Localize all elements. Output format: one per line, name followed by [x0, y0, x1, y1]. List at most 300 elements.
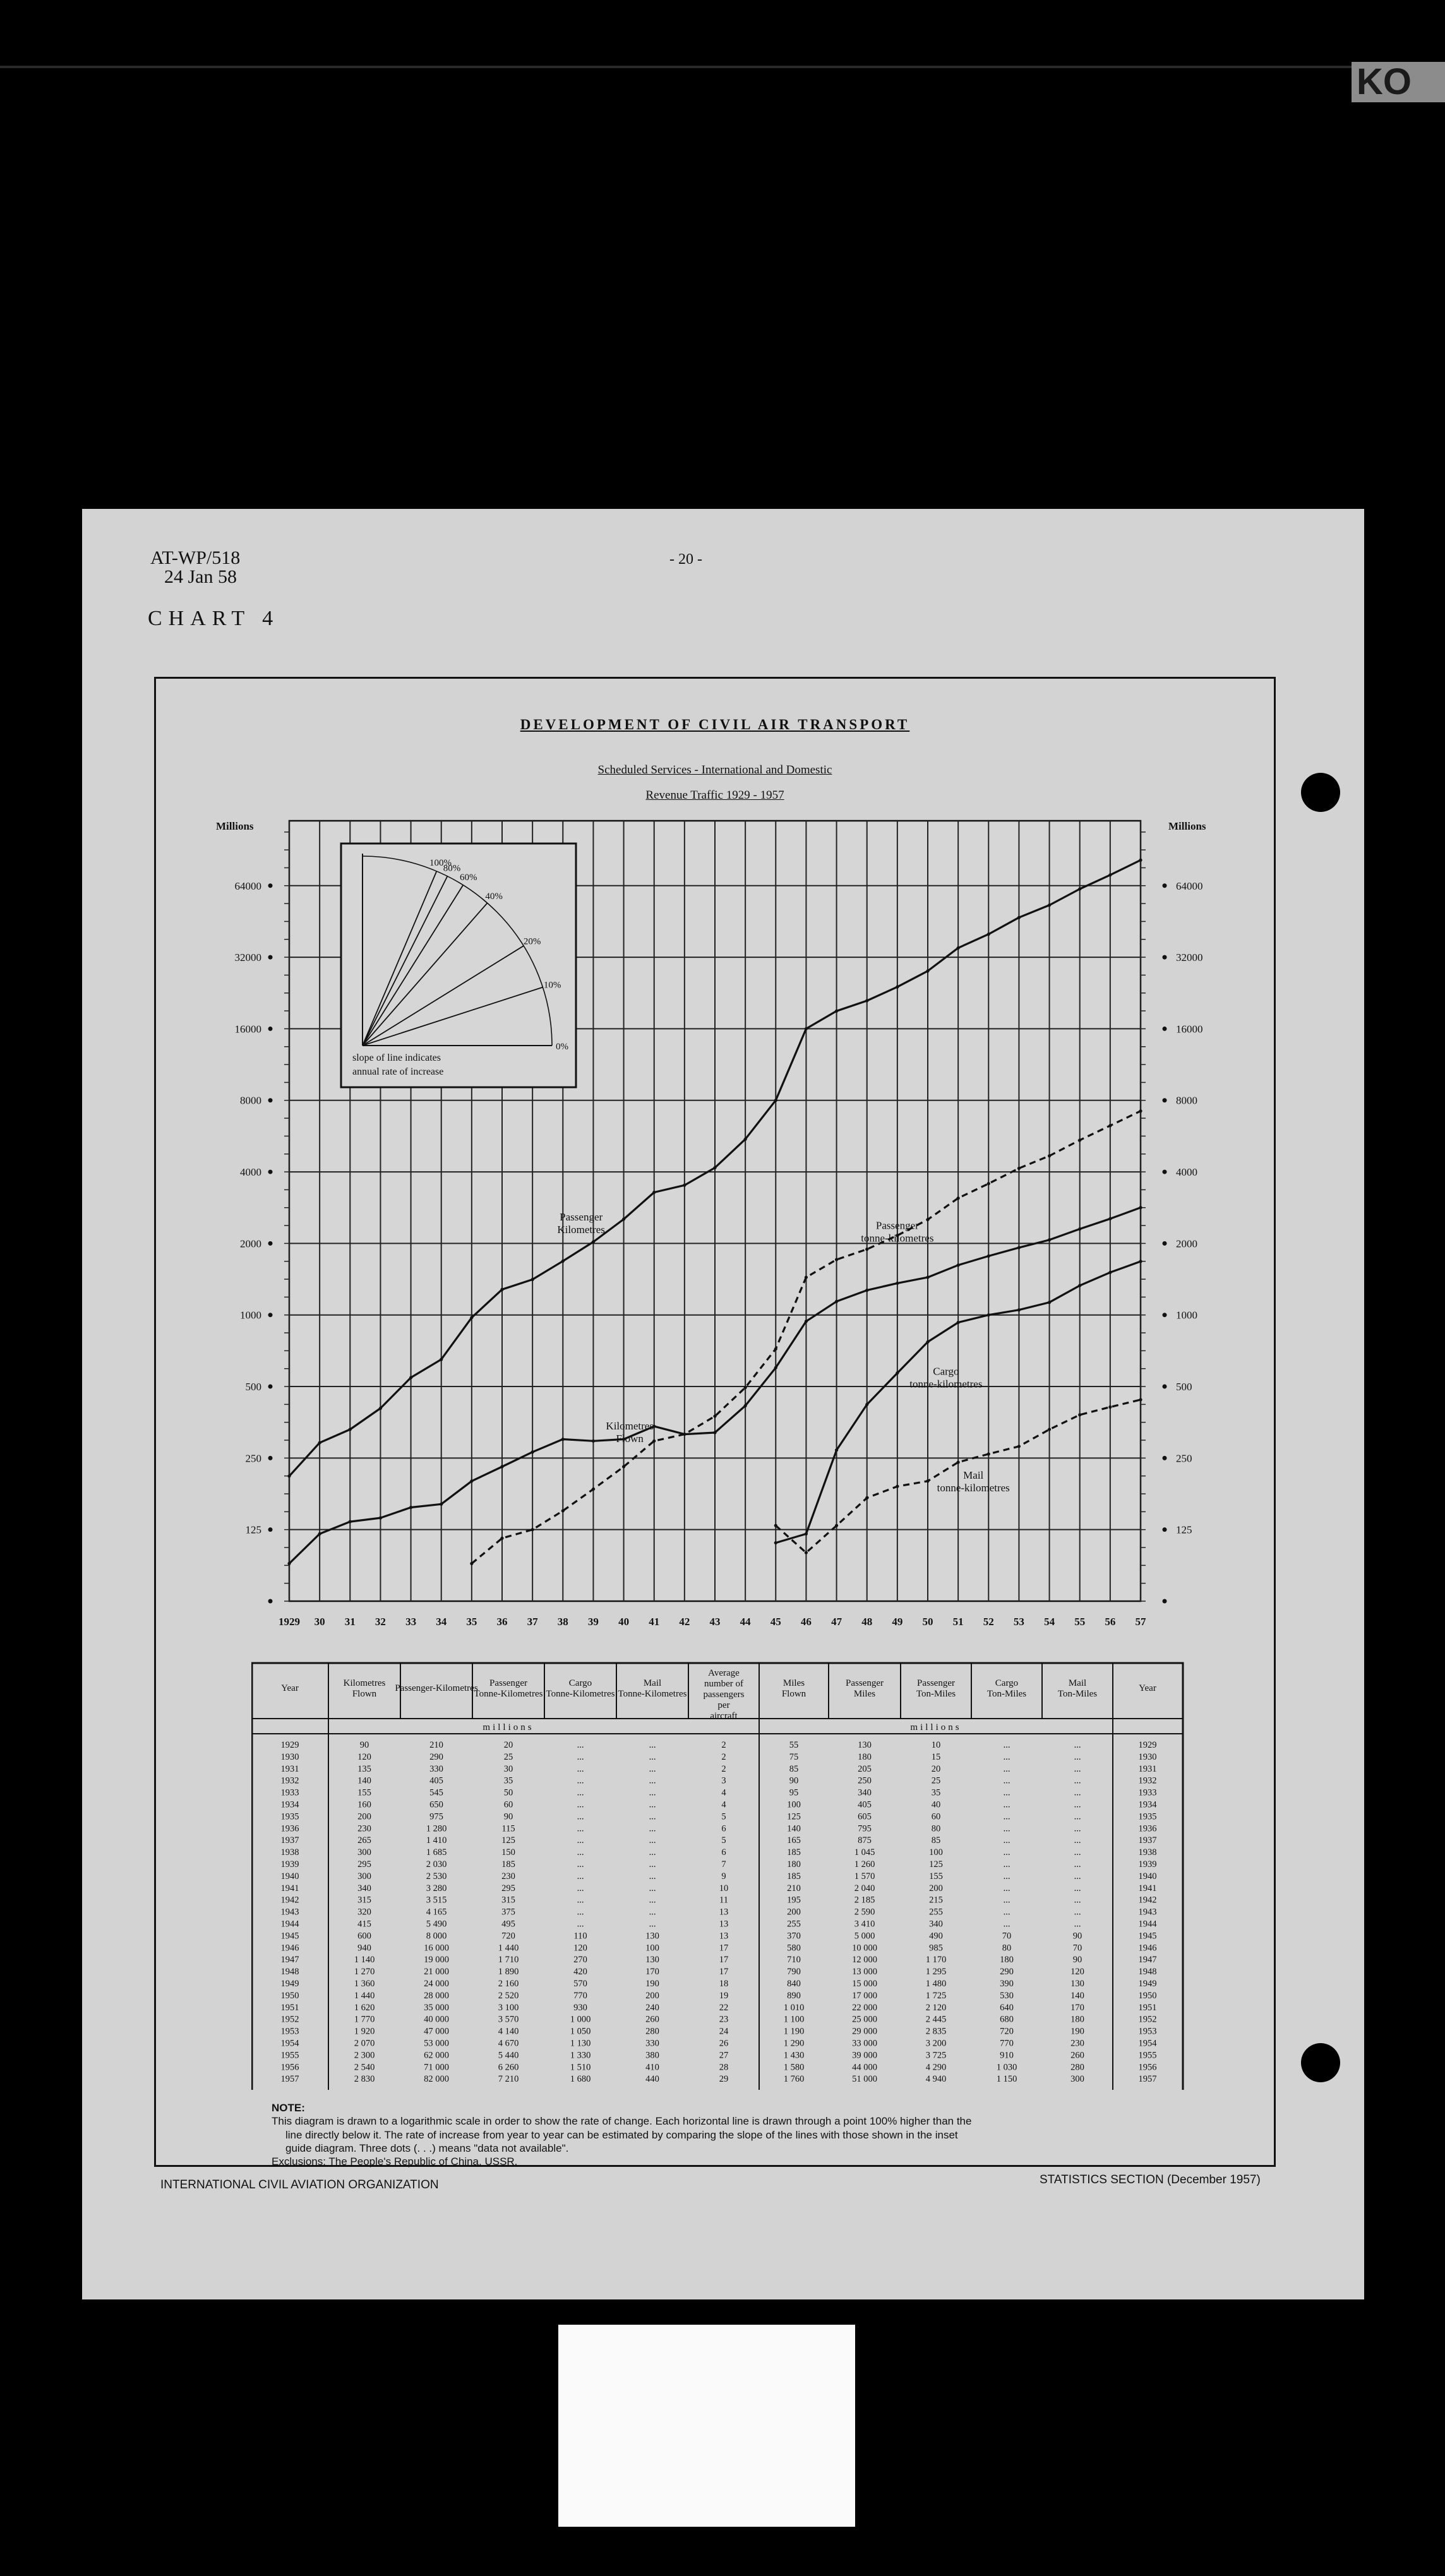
table-cell: 2: [721, 1740, 726, 1750]
table-cell: 3 725: [925, 2050, 947, 2061]
series-point-0: [744, 1138, 747, 1141]
x-tick-label: 41: [649, 1616, 660, 1628]
table-cell: 185: [501, 1859, 515, 1869]
table-cell: 170: [1070, 2002, 1084, 2013]
table-cell: ...: [1003, 1883, 1010, 1893]
table-cell: 1 190: [783, 2026, 805, 2037]
table-cell: 295: [357, 1859, 371, 1869]
note-line-1: This diagram is drawn to a logarithmic scale in order to show the rate of change. Each horizontal line is drawn through a point 100% higher than the: [272, 2115, 972, 2128]
table-cell: 260: [645, 2014, 659, 2025]
series-point-4: [1048, 1428, 1051, 1431]
series-point-4: [1017, 1445, 1021, 1448]
x-tick-label: 30: [314, 1616, 325, 1628]
series-point-3: [805, 1532, 808, 1535]
table-cell: 130: [645, 1931, 659, 1941]
table-cell: ...: [577, 1907, 584, 1917]
x-tick-label: 44: [740, 1616, 751, 1628]
table-cell: 300: [1070, 2074, 1084, 2085]
series-point-0: [500, 1288, 503, 1291]
table-cell: 135: [357, 1763, 371, 1774]
table-cell: ...: [649, 1895, 656, 1905]
series-point-2: [318, 1532, 321, 1535]
table-cell: 1938: [1138, 1847, 1157, 1858]
table-cell: ...: [577, 1895, 584, 1905]
series-point-2: [531, 1450, 534, 1453]
table-cell: 255: [929, 1907, 943, 1917]
series-point-0: [592, 1240, 595, 1243]
table-cell: 1 570: [854, 1871, 875, 1881]
table-cell: 24: [719, 2026, 729, 2037]
y-tick-dot-right: [1163, 883, 1167, 888]
y-tick-dot-right: [1163, 1170, 1167, 1174]
table-cell: 210: [787, 1883, 801, 1893]
y-tick-label-right: 125: [1176, 1524, 1192, 1536]
table-header-cell: Year: [281, 1683, 299, 1693]
table-unit-right: millions: [910, 1722, 962, 1732]
table-cell: 5 440: [498, 2050, 519, 2061]
series-point-0: [1017, 916, 1021, 919]
table-cell: 140: [357, 1775, 371, 1786]
x-tick-label: 35: [466, 1616, 477, 1628]
series-point-3: [1108, 1271, 1112, 1274]
table-cell: 1931: [1138, 1763, 1157, 1774]
table-cell: 30: [503, 1763, 513, 1774]
x-tick-label: 43: [709, 1616, 721, 1628]
series-point-0: [622, 1217, 625, 1220]
table-cell: 7: [721, 1859, 726, 1869]
table-cell: 200: [645, 1990, 659, 2001]
series-point-1: [835, 1258, 838, 1261]
table-header-cell: Cargo Tonne-Kilometres: [546, 1678, 615, 1699]
table-header-cell: Miles Flown: [781, 1678, 806, 1699]
table-cell: ...: [649, 1919, 656, 1929]
series-point-0: [713, 1166, 716, 1169]
series-point-4: [774, 1524, 777, 1527]
table-cell: ...: [1003, 1775, 1010, 1786]
table-cell: 1 510: [570, 2062, 591, 2073]
table-cell: 2 835: [925, 2026, 947, 2037]
y-tick-label-right: 32000: [1176, 951, 1203, 964]
table-cell: 890: [787, 1990, 801, 2001]
inset-rate-label: 100%: [429, 858, 452, 869]
table-cell: ...: [649, 1751, 656, 1762]
series-point-2: [1017, 1246, 1021, 1249]
table-cell: ...: [1003, 1895, 1010, 1905]
table-cell: 180: [1070, 2014, 1084, 2025]
table-cell: 1951: [1138, 2002, 1157, 2013]
series-point-1: [1108, 1124, 1112, 1127]
table-cell: 180: [1000, 1955, 1014, 1965]
table-cell: 155: [929, 1871, 943, 1881]
table-cell: ...: [577, 1823, 584, 1834]
footer-statistics-section: STATISTICS SECTION (December 1957): [1040, 2173, 1261, 2186]
table-cell: ...: [577, 1835, 584, 1846]
series-point-2: [774, 1366, 777, 1369]
series-point-1: [470, 1562, 473, 1565]
series-point-2: [349, 1520, 352, 1523]
y-tick-label-left: 2000: [240, 1237, 261, 1250]
table-cell: ...: [577, 1799, 584, 1810]
table-cell: 1943: [1138, 1907, 1157, 1917]
series-point-1: [531, 1528, 534, 1531]
table-cell: ...: [1074, 1919, 1081, 1929]
table-cell: 130: [858, 1740, 872, 1750]
table-cell: ...: [1003, 1847, 1010, 1858]
table-cell: 120: [573, 1943, 587, 1953]
y-tick-dot-left: [268, 1385, 273, 1389]
table-cell: ...: [1003, 1859, 1010, 1869]
y-tick-dot-left: [268, 883, 273, 888]
series-point-0: [1048, 903, 1051, 907]
table-cell: 160: [357, 1799, 371, 1810]
table-cell: 40: [931, 1799, 941, 1810]
table-cell: 60: [931, 1811, 941, 1822]
y-tick-dot-right: [1163, 955, 1167, 960]
series-point-1: [744, 1386, 747, 1389]
table-cell: 1944: [1138, 1919, 1157, 1929]
series-label-4: Mail tonne-kilometres: [937, 1469, 1010, 1494]
series-point-0: [287, 1474, 291, 1477]
series-point-4: [1108, 1405, 1112, 1409]
table-cell: ...: [1074, 1835, 1081, 1846]
table-cell: 1945: [280, 1931, 299, 1941]
table-cell: 90: [789, 1775, 799, 1786]
series-point-0: [926, 969, 929, 972]
table-cell: 1942: [1138, 1895, 1157, 1905]
series-point-0: [440, 1358, 443, 1361]
table-cell: 770: [1000, 2038, 1014, 2049]
table-cell: 1942: [280, 1895, 299, 1905]
table-cell: 1935: [1138, 1811, 1157, 1822]
table-cell: 9: [721, 1871, 726, 1881]
table-cell: 2 530: [426, 1871, 447, 1881]
chart-subtitle: Scheduled Services - International and Domestic: [597, 763, 832, 777]
series-point-1: [652, 1440, 656, 1443]
table-cell: 110: [573, 1931, 587, 1941]
series-label-3: Cargo tonne-kilometres: [909, 1365, 983, 1390]
table-cell: 315: [357, 1895, 371, 1905]
table-header-cell: Passenger Miles: [846, 1678, 884, 1699]
table-cell: 570: [573, 1979, 587, 1989]
table-cell: 380: [645, 2050, 659, 2061]
table-cell: 840: [787, 1979, 801, 1989]
y-tick-dot-right: [1163, 1385, 1167, 1389]
table-cell: 17: [719, 1967, 729, 1977]
table-cell: 6: [721, 1847, 726, 1858]
series-point-4: [1078, 1413, 1081, 1416]
table-cell: 4 940: [925, 2074, 947, 2085]
table-cell: 71 000: [424, 2062, 449, 2073]
table-cell: 2 030: [426, 1859, 447, 1869]
series-point-4: [805, 1551, 808, 1554]
table-cell: 17: [719, 1955, 729, 1965]
table-cell: 405: [858, 1799, 872, 1810]
y-tick-label-right: 64000: [1176, 880, 1203, 892]
table-cell: 1948: [280, 1967, 299, 1977]
y-tick-label-right: 500: [1176, 1381, 1192, 1393]
x-tick-label: 37: [527, 1616, 538, 1628]
table-cell: 1950: [1138, 1990, 1157, 2001]
table-cell: 24 000: [424, 1979, 449, 1989]
table-cell: 25 000: [852, 2014, 877, 2025]
table-cell: 1 140: [354, 1955, 375, 1965]
table-cell: 240: [645, 2002, 659, 2013]
table-cell: 180: [858, 1751, 872, 1762]
series-point-4: [987, 1452, 990, 1455]
table-cell: 545: [429, 1787, 443, 1798]
table-cell: 1949: [1138, 1979, 1157, 1989]
series-point-0: [349, 1428, 352, 1431]
table-cell: 2 185: [854, 1895, 875, 1905]
table-cell: 20: [931, 1763, 941, 1774]
table-cell: 1 725: [925, 1990, 947, 2001]
table-cell: 440: [645, 2074, 659, 2085]
note-line-4: Exclusions: The People's Republic of China, USSR.: [272, 2156, 518, 2168]
table-cell: ...: [1074, 1799, 1081, 1810]
table-cell: 205: [858, 1763, 872, 1774]
table-cell: 17: [719, 1943, 729, 1953]
table-cell: 490: [929, 1931, 943, 1941]
table-cell: ...: [1074, 1775, 1081, 1786]
table-cell: 2 300: [354, 2050, 375, 2061]
series-point-0: [318, 1441, 321, 1444]
table-cell: 3 100: [498, 2002, 519, 2013]
data-table: [251, 1661, 1287, 2090]
table-cell: ...: [1003, 1763, 1010, 1774]
table-header-cell: Passenger Tonne-Kilometres: [474, 1678, 543, 1699]
table-cell: 300: [357, 1847, 371, 1858]
table-cell: 80: [1002, 1943, 1012, 1953]
table-cell: 120: [357, 1751, 371, 1762]
table-cell: 29 000: [852, 2026, 877, 2037]
table-cell: 1940: [1138, 1871, 1157, 1881]
table-cell: ...: [1074, 1811, 1081, 1822]
table-cell: 1 580: [783, 2062, 805, 2073]
table-cell: ...: [1074, 1823, 1081, 1834]
table-cell: 53 000: [424, 2038, 449, 2049]
table-cell: 1950: [280, 1990, 299, 2001]
table-cell: 1931: [280, 1763, 299, 1774]
series-point-0: [561, 1260, 565, 1263]
table-border: [252, 1663, 1183, 2090]
table-cell: 295: [501, 1883, 515, 1893]
series-point-0: [409, 1376, 412, 1379]
table-cell: 40 000: [424, 2014, 449, 2025]
table-cell: 47 000: [424, 2026, 449, 2037]
series-point-2: [896, 1282, 899, 1285]
table-cell: 260: [1070, 2050, 1084, 2061]
table-cell: 2 040: [854, 1883, 875, 1893]
table-cell: 1954: [1138, 2038, 1157, 2049]
table-cell: 82 000: [424, 2074, 449, 2085]
table-cell: ...: [1003, 1799, 1010, 1810]
note-heading: NOTE:: [272, 2102, 305, 2114]
table-cell: 115: [501, 1823, 515, 1834]
table-cell: 1 440: [498, 1943, 519, 1953]
table-cell: 330: [429, 1763, 443, 1774]
series-point-4: [926, 1479, 929, 1482]
series-point-3: [865, 1403, 868, 1406]
chart-note: [272, 2101, 1445, 2168]
table-cell: ...: [649, 1763, 656, 1774]
series-point-4: [957, 1460, 960, 1464]
table-cell: 35: [503, 1775, 513, 1786]
table-cell: 975: [429, 1811, 443, 1822]
table-cell: ...: [1003, 1823, 1010, 1834]
table-cell: 2 120: [925, 2002, 947, 2013]
table-cell: 210: [429, 1740, 443, 1750]
table-cell: 100: [929, 1847, 943, 1858]
table-cell: 3 515: [426, 1895, 447, 1905]
table-cell: 4 670: [498, 2038, 519, 2049]
series-point-2: [561, 1438, 565, 1441]
table-cell: 25: [503, 1751, 513, 1762]
table-cell: 185: [787, 1847, 801, 1858]
table-cell: ...: [649, 1883, 656, 1893]
table-cell: 5: [721, 1811, 726, 1822]
x-tick-label: 52: [983, 1616, 994, 1628]
series-point-0: [1078, 887, 1081, 890]
table-cell: 4 165: [426, 1907, 447, 1917]
table-cell: 1946: [1138, 1943, 1157, 1953]
table-cell: ...: [577, 1847, 584, 1858]
table-cell: ...: [649, 1835, 656, 1846]
series-point-0: [896, 986, 899, 989]
table-cell: 15: [931, 1751, 941, 1762]
table-cell: 1936: [1138, 1823, 1157, 1834]
chart-subtitle-2: Revenue Traffic 1929 - 1957: [645, 789, 784, 802]
table-cell: 44 000: [852, 2062, 877, 2073]
x-tick-label: 32: [375, 1616, 386, 1628]
table-cell: 2: [721, 1751, 726, 1762]
series-point-1: [500, 1537, 503, 1540]
series-point-2: [287, 1562, 291, 1565]
table-cell: 150: [501, 1847, 515, 1858]
y-tick-label-left: 4000: [240, 1166, 261, 1179]
table-cell: ...: [1074, 1763, 1081, 1774]
table-cell: 390: [1000, 1979, 1014, 1989]
table-cell: 1 295: [925, 1967, 947, 1977]
series-point-4: [835, 1524, 838, 1527]
series-point-1: [592, 1488, 595, 1491]
table-cell: 28: [719, 2062, 729, 2073]
series-point-1: [561, 1509, 565, 1512]
series-point-2: [744, 1404, 747, 1407]
table-cell: 1 480: [925, 1979, 947, 1989]
table-cell: ...: [649, 1811, 656, 1822]
table-cell: 70: [1072, 1943, 1082, 1953]
table-cell: 1 685: [426, 1847, 447, 1858]
series-point-1: [1017, 1167, 1021, 1170]
table-cell: 6: [721, 1823, 726, 1834]
table-cell: 1 130: [570, 2038, 591, 2049]
series-point-2: [1048, 1238, 1051, 1241]
table-cell: 130: [1070, 1979, 1084, 1989]
series-point-2: [409, 1506, 412, 1509]
table-cell: 2 830: [354, 2074, 375, 2085]
y-tick-dot-left: [268, 1170, 273, 1174]
table-cell: 2: [721, 1763, 726, 1774]
table-cell: 2 445: [925, 2014, 947, 2025]
table-cell: ...: [1003, 1811, 1010, 1822]
series-point-0: [805, 1027, 808, 1030]
table-cell: ...: [577, 1775, 584, 1786]
series-point-3: [1078, 1284, 1081, 1287]
table-cell: 680: [1000, 2014, 1014, 2025]
table-cell: 1 680: [570, 2074, 591, 2085]
table-cell: 3: [721, 1775, 726, 1786]
table-header-cell: Mail Tonne-Kilometres: [618, 1678, 687, 1699]
table-cell: ...: [577, 1763, 584, 1774]
table-cell: 640: [1000, 2002, 1014, 2013]
y-tick-label-left: 32000: [234, 951, 261, 964]
table-cell: 1941: [1138, 1883, 1157, 1893]
table-cell: 1 430: [783, 2050, 805, 2061]
x-tick-label: 31: [344, 1616, 356, 1628]
table-cell: 1 890: [498, 1967, 519, 1977]
table-cell: 600: [357, 1931, 371, 1941]
table-cell: ...: [1074, 1847, 1081, 1858]
table-cell: 230: [357, 1823, 371, 1834]
note-line-2: line directly below it. The rate of increase from year to year can be estimated by comparing the slope of the lines with those shown in the inset: [285, 2128, 958, 2141]
table-cell: 1 620: [354, 2002, 375, 2013]
table-cell: 12 000: [852, 1955, 877, 1965]
series-point-2: [1139, 1206, 1142, 1209]
table-cell: 125: [501, 1835, 515, 1846]
table-cell: 940: [357, 1943, 371, 1953]
table-cell: 1939: [280, 1859, 299, 1869]
table-cell: 1945: [1138, 1931, 1157, 1941]
series-point-2: [805, 1320, 808, 1323]
chart-title: DEVELOPMENT OF CIVIL AIR TRANSPORT: [520, 717, 910, 732]
table-cell: 330: [645, 2038, 659, 2049]
table-cell: 35: [931, 1787, 941, 1798]
table-cell: 90: [359, 1740, 369, 1750]
x-tick-label: 33: [405, 1616, 417, 1628]
table-cell: 2 160: [498, 1979, 519, 1989]
table-cell: 8 000: [426, 1931, 447, 1941]
table-cell: 28 000: [424, 1990, 449, 2001]
table-cell: ...: [1003, 1907, 1010, 1917]
table-cell: 90: [1072, 1955, 1082, 1965]
series-point-1: [987, 1182, 990, 1185]
table-cell: 1957: [280, 2074, 299, 2085]
document-date: 24 Jan 58: [164, 566, 237, 587]
series-point-2: [865, 1289, 868, 1292]
table-cell: 13 000: [852, 1967, 877, 1977]
table-cell: 10 000: [852, 1943, 877, 1953]
series-point-2: [835, 1300, 838, 1303]
table-cell: 1937: [280, 1835, 299, 1846]
table-cell: 4 290: [925, 2062, 947, 2073]
x-tick-label: 34: [436, 1616, 447, 1628]
table-cell: 1 150: [996, 2074, 1017, 2085]
table-cell: 39 000: [852, 2050, 877, 2061]
table-cell: ...: [577, 1871, 584, 1881]
series-point-0: [865, 999, 868, 1002]
table-cell: 120: [1070, 1967, 1084, 1977]
table-cell: 1951: [280, 2002, 299, 2013]
table-cell: ...: [1003, 1919, 1010, 1929]
inset-box: [341, 844, 576, 1087]
table-cell: 315: [501, 1895, 515, 1905]
y-origin-dot-right: [1163, 1599, 1167, 1604]
table-cell: 1954: [280, 2038, 299, 2049]
y-tick-dot-left: [268, 1027, 273, 1031]
y-tick-label-left: 1000: [240, 1309, 261, 1321]
table-cell: 33 000: [852, 2038, 877, 2049]
chart-label: CHART 4: [148, 607, 280, 630]
